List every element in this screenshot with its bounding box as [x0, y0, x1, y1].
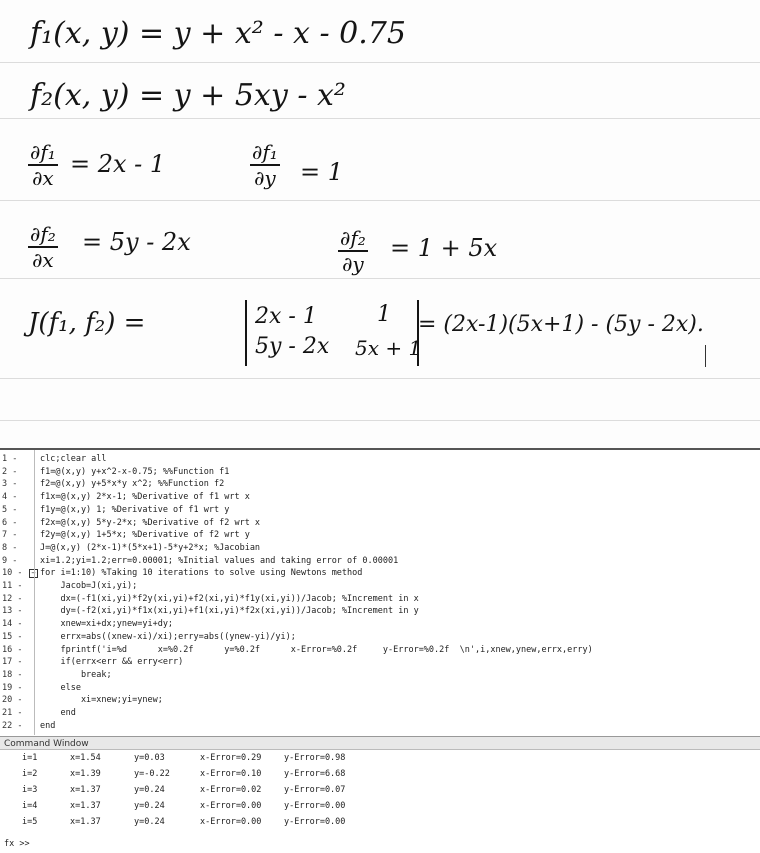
- output-row: [0, 785, 760, 797]
- output-i: i=2: [22, 769, 38, 779]
- output-xe: x-Error=0.00: [200, 817, 262, 827]
- line-number: 15 -: [2, 631, 23, 642]
- code-line[interactable]: [0, 695, 760, 708]
- df2dy-fraction: [338, 226, 368, 276]
- code-text[interactable]: f1=@(x,y) y+x^2-x-0.75; %%Function f1: [40, 466, 230, 477]
- code-text[interactable]: dy=(-f2(xi,yi)*f1x(xi,yi)+f1(xi,yi)*f2x(xi,yi))/Jacob; %Increment in y: [40, 606, 419, 617]
- code-line[interactable]: [0, 581, 760, 594]
- code-text[interactable]: for i=1:10) %Taking 10 iterations to solve using Newtons method: [40, 568, 363, 579]
- output-x: x=1.39: [70, 769, 101, 779]
- output-y: y=0.24: [134, 801, 165, 811]
- df1dy-numerator: ∂f₁: [252, 140, 278, 164]
- matrix-cell-11: 2x - 1: [255, 304, 317, 329]
- ruled-line: [0, 62, 760, 63]
- code-line[interactable]: [0, 568, 760, 581]
- code-line[interactable]: [0, 530, 760, 543]
- output-i: i=4: [22, 801, 38, 811]
- line-number: 14 -: [2, 619, 23, 630]
- ruled-line: [0, 118, 760, 119]
- line-number: 22 -: [2, 720, 23, 731]
- line-number: 9 -: [2, 555, 18, 566]
- code-text[interactable]: break;: [40, 669, 112, 680]
- df1dy-fraction: [250, 140, 280, 190]
- output-ye: y-Error=6.68: [284, 769, 346, 779]
- code-text[interactable]: f1x=@(x,y) 2*x-1; %Derivative of f1 wrt x: [40, 492, 250, 503]
- code-editor[interactable]: [0, 450, 760, 735]
- jacobian-result: = (2x-1)(5x+1) - (5y - 2x).: [418, 312, 704, 337]
- line-number: 17 -: [2, 657, 23, 668]
- code-text[interactable]: f2x=@(x,y) 5*y-2*x; %Derivative of f2 wrt x: [40, 517, 261, 528]
- df1dy-denominator: ∂y: [254, 166, 276, 190]
- line-number: 20 -: [2, 695, 23, 706]
- output-i: i=5: [22, 817, 38, 827]
- code-text[interactable]: end: [40, 708, 76, 718]
- code-text[interactable]: f2y=@(x,y) 1+5*x; %Derivative of f2 wrt y: [40, 530, 250, 541]
- code-line[interactable]: [0, 454, 760, 467]
- code-text[interactable]: fprintf('i=%d x=%0.2f y=%0.2f x-Error=%0.2f y-Error=%0.2f \n',i,xnew,ynew,errx,erry): [40, 644, 593, 655]
- code-text[interactable]: xi=xnew;yi=ynew;: [40, 695, 163, 706]
- line-number: 6 -: [2, 517, 18, 528]
- output-ye: y-Error=0.98: [284, 753, 346, 763]
- output-y: y=-0.22: [134, 769, 170, 779]
- df2dy-value: = 1 + 5x: [390, 234, 498, 262]
- output-row: [0, 801, 760, 813]
- code-line[interactable]: [0, 657, 760, 670]
- df2dx-fraction: [28, 222, 58, 272]
- line-number: 5 -: [2, 504, 18, 515]
- df1dx-denominator: ∂x: [32, 166, 54, 190]
- output-x: x=1.37: [70, 817, 101, 827]
- line-number: 13 -: [2, 606, 23, 617]
- code-text[interactable]: Jacob=J(xi,yi);: [40, 581, 138, 591]
- line-number: 8 -: [2, 542, 18, 553]
- code-line[interactable]: [0, 645, 760, 658]
- jacobian-matrix: [245, 300, 422, 366]
- ruled-line: [0, 200, 760, 201]
- df2dy-denominator: ∂y: [342, 252, 364, 276]
- line-number: 2 -: [2, 466, 18, 477]
- code-line[interactable]: [0, 606, 760, 619]
- ruled-line: [0, 420, 760, 421]
- code-line[interactable]: [0, 556, 760, 569]
- code-line[interactable]: [0, 479, 760, 492]
- line-number: 12 -: [2, 593, 23, 604]
- df1dx-fraction: [28, 140, 58, 190]
- output-y: y=0.24: [134, 785, 165, 795]
- code-text[interactable]: errx=abs((xnew-xi)/xi);erry=abs((ynew-yi)/yi);: [40, 631, 296, 642]
- code-line[interactable]: [0, 543, 760, 556]
- matrix-cell-21: 5y - 2x: [255, 334, 330, 359]
- output-i: i=1: [22, 753, 38, 763]
- ruled-line: [0, 378, 760, 379]
- fold-gutter: [34, 450, 35, 735]
- line-number: 4 -: [2, 492, 18, 503]
- output-y: y=0.24: [134, 817, 165, 827]
- df1dx-value: = 2x - 1: [70, 150, 166, 178]
- output-i: i=3: [22, 785, 38, 795]
- code-line[interactable]: [0, 505, 760, 518]
- df2dx-numerator: ∂f₂: [30, 222, 56, 246]
- code-text[interactable]: end: [40, 720, 56, 731]
- ruled-line: [0, 278, 760, 279]
- code-line[interactable]: [0, 670, 760, 683]
- output-ye: y-Error=0.00: [284, 817, 346, 827]
- f2-definition: f₂(x, y) = y + 5xy - x²: [30, 78, 346, 113]
- code-line[interactable]: [0, 708, 760, 721]
- line-number: 16 -: [2, 644, 23, 655]
- output-x: x=1.37: [70, 785, 101, 795]
- code-text[interactable]: f2=@(x,y) y+5*x*y x^2; %%Function f2: [40, 479, 225, 490]
- output-row: [0, 753, 760, 765]
- output-x: x=1.54: [70, 753, 101, 763]
- output-x: x=1.37: [70, 801, 101, 811]
- output-xe: x-Error=0.29: [200, 753, 262, 763]
- code-text[interactable]: if(errx<err && erry<err): [40, 657, 184, 668]
- df1dy-value: = 1: [300, 158, 344, 186]
- code-text[interactable]: f1y=@(x,y) 1; %Derivative of f1 wrt y: [40, 504, 230, 515]
- output-ye: y-Error=0.07: [284, 785, 346, 795]
- code-line[interactable]: [0, 619, 760, 632]
- output-xe: x-Error=0.10: [200, 769, 262, 779]
- code-line[interactable]: [0, 683, 760, 696]
- output-xe: x-Error=0.00: [200, 801, 262, 811]
- fold-toggle-icon[interactable]: −: [29, 569, 38, 578]
- code-text[interactable]: xnew=xi+dx;ynew=yi+dy;: [40, 619, 174, 630]
- code-text[interactable]: xi=1.2;yi=1.2;err=0.00001; %Initial values and taking error of 0.00001: [40, 555, 399, 566]
- code-line[interactable]: [0, 467, 760, 480]
- df1dx-numerator: ∂f₁: [30, 140, 56, 164]
- code-text[interactable]: J=@(x,y) (2*x-1)*(5*x+1)-5*y+2*x; %Jacobian: [40, 542, 261, 553]
- matrix-cell-12: 1: [377, 302, 391, 327]
- code-line[interactable]: [0, 721, 760, 734]
- df2dy-numerator: ∂f₂: [340, 226, 366, 250]
- code-line[interactable]: [0, 492, 760, 505]
- line-number: 3 -: [2, 479, 18, 490]
- code-line[interactable]: [0, 594, 760, 607]
- df2dx-denominator: ∂x: [32, 248, 54, 272]
- f1-definition: f₁(x, y) = y + x² - x - 0.75: [30, 16, 406, 51]
- output-row: [0, 817, 760, 829]
- code-text[interactable]: clc;clear all: [40, 454, 107, 464]
- code-line[interactable]: [0, 632, 760, 645]
- output-ye: y-Error=0.00: [284, 801, 346, 811]
- text-cursor: [705, 345, 706, 367]
- line-number: 10 -: [2, 568, 23, 579]
- code-line[interactable]: [0, 518, 760, 531]
- line-number: 7 -: [2, 530, 18, 541]
- line-number: 19 -: [2, 682, 23, 693]
- line-number: 11 -: [2, 581, 23, 591]
- line-number: 21 -: [2, 708, 23, 718]
- output-y: y=0.03: [134, 753, 165, 763]
- output-xe: x-Error=0.02: [200, 785, 262, 795]
- code-text[interactable]: dx=(-f1(xi,yi)*f2y(xi,yi)+f2(xi,yi)*f1y(xi,yi))/Jacob; %Increment in x: [40, 593, 419, 604]
- matrix-cell-22: 5x + 1: [355, 336, 422, 360]
- command-window[interactable]: [0, 751, 760, 853]
- code-text[interactable]: else: [40, 682, 81, 693]
- command-prompt[interactable]: fx >>: [4, 839, 30, 849]
- line-number: 1 -: [2, 454, 18, 464]
- df2dx-value: = 5y - 2x: [82, 228, 191, 256]
- command-window-title: Command Window: [0, 736, 760, 750]
- output-row: [0, 769, 760, 781]
- jacobian-label: J(f₁, f₂) =: [28, 308, 146, 338]
- line-number: 18 -: [2, 669, 23, 680]
